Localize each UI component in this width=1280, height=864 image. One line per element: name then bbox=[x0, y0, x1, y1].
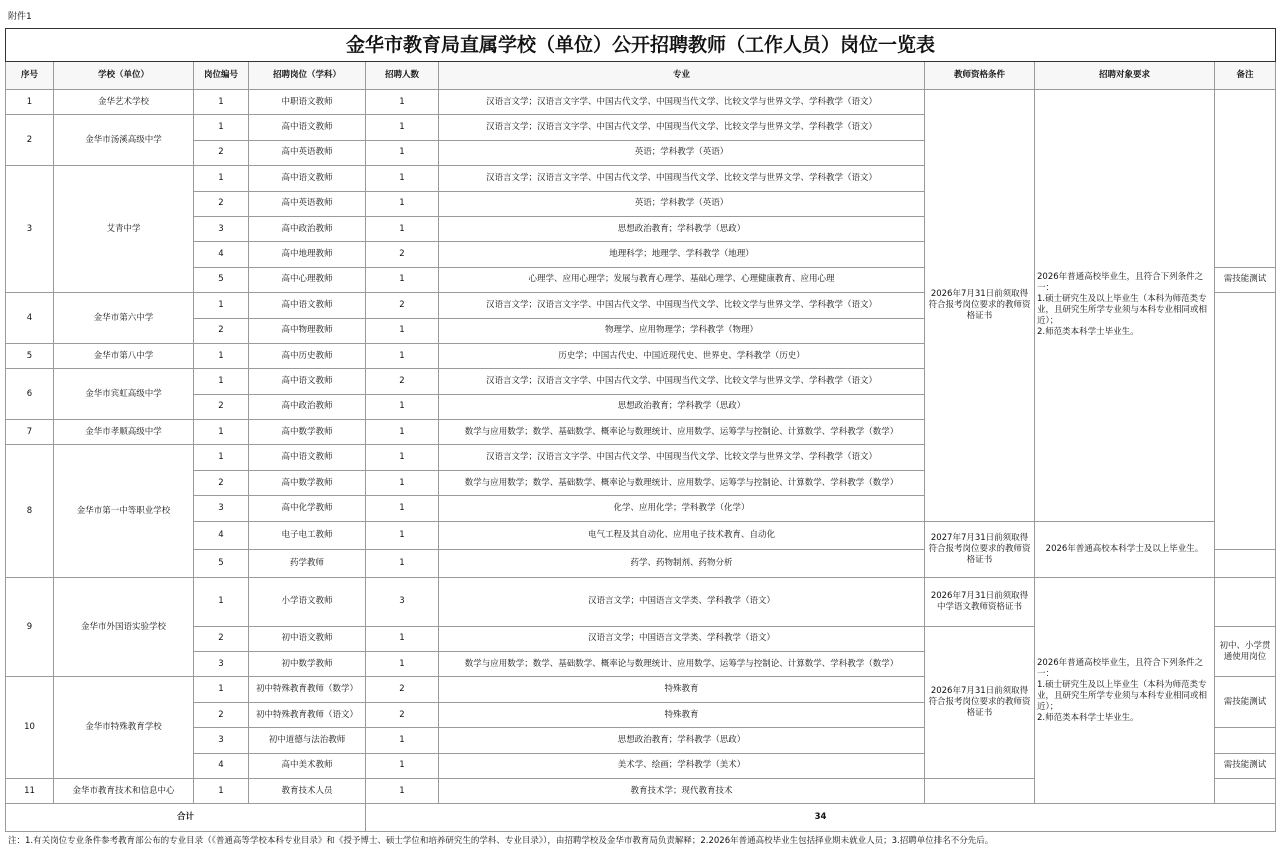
qualification-cell: 2027年7月31日前须取得符合报考岗位要求的教师资格证书 bbox=[925, 521, 1035, 577]
major-cell: 英语；学科教学（英语） bbox=[439, 191, 925, 216]
code-cell: 3 bbox=[194, 216, 249, 241]
post-cell: 药学教师 bbox=[249, 549, 366, 577]
header-school: 学校（单位） bbox=[54, 62, 194, 90]
post-cell: 高中心理教师 bbox=[249, 267, 366, 292]
code-cell: 1 bbox=[194, 90, 249, 115]
seq-cell: 1 bbox=[6, 90, 54, 115]
count-cell: 1 bbox=[366, 90, 439, 115]
seq-cell: 2 bbox=[6, 115, 54, 166]
count-cell: 1 bbox=[366, 394, 439, 419]
major-cell: 数学与应用数学；数学、基础数学、概率论与数理统计、应用数学、运筹学与控制论、计算数学、学科教学（数学） bbox=[439, 652, 925, 677]
code-cell: 3 bbox=[194, 728, 249, 753]
qualification-cell: 2026年7月31日前须取得符合报考岗位要求的教师资格证书 bbox=[925, 626, 1035, 778]
count-cell: 1 bbox=[366, 778, 439, 803]
code-cell: 2 bbox=[194, 626, 249, 651]
qualification-cell: 2026年7月31日前须取得中学语文教师资格证书 bbox=[925, 577, 1035, 626]
code-cell: 1 bbox=[194, 445, 249, 470]
code-cell: 1 bbox=[194, 420, 249, 445]
count-cell: 1 bbox=[366, 728, 439, 753]
post-cell: 高中美术教师 bbox=[249, 753, 366, 778]
major-cell: 汉语言文学；中国语言文学类、学科教学（语文） bbox=[439, 626, 925, 651]
header-qualification: 教师资格条件 bbox=[925, 62, 1035, 90]
code-cell: 2 bbox=[194, 394, 249, 419]
count-cell: 2 bbox=[366, 702, 439, 727]
page-title: 金华市教育局直属学校（单位）公开招聘教师（工作人员）岗位一览表 bbox=[6, 29, 1276, 62]
post-cell: 电子电工教师 bbox=[249, 521, 366, 549]
code-cell: 2 bbox=[194, 318, 249, 343]
qualification-cell: 2026年7月31日前须取得符合报考岗位要求的教师资格证书 bbox=[925, 90, 1035, 522]
seq-cell: 4 bbox=[6, 293, 54, 344]
count-cell: 1 bbox=[366, 115, 439, 140]
major-cell: 药学、药物制剂、药物分析 bbox=[439, 549, 925, 577]
post-cell: 高中语文教师 bbox=[249, 445, 366, 470]
footnote: 注：1.有关岗位专业条件参考教育部公布的专业目录（《普通高等学校本科专业目录》和《授予博士、硕士学位和培养研究生的学科、专业目录》），由招聘学校及金华市教育局负责解释；2.2026年普通高校毕业生包括择业期未就业人员；3.招聘单位排名不分先后。 bbox=[8, 836, 994, 846]
major-cell: 电气工程及其自动化、应用电子技术教育、自动化 bbox=[439, 521, 925, 549]
code-cell: 1 bbox=[194, 343, 249, 368]
major-cell: 汉语言文学；汉语言文字学、中国古代文学、中国现当代文学、比较文学与世界文学、学科教学（语文） bbox=[439, 369, 925, 394]
code-cell: 1 bbox=[194, 166, 249, 191]
seq-cell: 9 bbox=[6, 577, 54, 677]
header-code: 岗位编号 bbox=[194, 62, 249, 90]
header-post: 招聘岗位（学科） bbox=[249, 62, 366, 90]
count-cell: 1 bbox=[366, 652, 439, 677]
post-cell: 教育技术人员 bbox=[249, 778, 366, 803]
school-cell: 金华艺术学校 bbox=[54, 90, 194, 115]
remark-cell bbox=[1215, 293, 1276, 550]
table-row bbox=[6, 577, 1276, 626]
post-cell: 初中道德与法治教师 bbox=[249, 728, 366, 753]
annex-label: 附件1 bbox=[8, 12, 32, 22]
header-remark: 备注 bbox=[1215, 62, 1276, 90]
remark-cell: 需技能测试 bbox=[1215, 753, 1276, 778]
count-cell: 1 bbox=[366, 470, 439, 495]
post-cell: 高中语文教师 bbox=[249, 115, 366, 140]
remark-cell bbox=[1215, 778, 1276, 803]
header-count: 招聘人数 bbox=[366, 62, 439, 90]
major-cell: 数学与应用数学；数学、基础数学、概率论与数理统计、应用数学、运筹学与控制论、计算数学、学科教学（数学） bbox=[439, 420, 925, 445]
count-cell: 1 bbox=[366, 753, 439, 778]
major-cell: 汉语言文学；汉语言文字学、中国古代文学、中国现当代文学、比较文学与世界文学、学科教学（语文） bbox=[439, 90, 925, 115]
code-cell: 5 bbox=[194, 267, 249, 292]
total-value: 34 bbox=[366, 804, 1276, 832]
code-cell: 2 bbox=[194, 191, 249, 216]
major-cell: 心理学、应用心理学；发展与教育心理学、基础心理学、心理健康教育、应用心理 bbox=[439, 267, 925, 292]
code-cell: 1 bbox=[194, 293, 249, 318]
code-cell: 1 bbox=[194, 115, 249, 140]
major-cell: 物理学、应用物理学；学科教学（物理） bbox=[439, 318, 925, 343]
total-row bbox=[6, 804, 1276, 832]
header-major: 专业 bbox=[439, 62, 925, 90]
post-cell: 高中政治教师 bbox=[249, 216, 366, 241]
post-cell: 小学语文教师 bbox=[249, 577, 366, 626]
remark-cell: 需技能测试 bbox=[1215, 677, 1276, 728]
count-cell: 2 bbox=[366, 369, 439, 394]
recruitment-table bbox=[5, 28, 1276, 832]
post-cell: 高中数学教师 bbox=[249, 470, 366, 495]
header-requirement: 招聘对象要求 bbox=[1035, 62, 1215, 90]
seq-cell: 7 bbox=[6, 420, 54, 445]
post-cell: 初中语文教师 bbox=[249, 626, 366, 651]
major-cell: 教育技术学；现代教育技术 bbox=[439, 778, 925, 803]
total-label: 合计 bbox=[6, 804, 366, 832]
major-cell: 特殊教育 bbox=[439, 677, 925, 702]
count-cell: 1 bbox=[366, 445, 439, 470]
post-cell: 高中语文教师 bbox=[249, 293, 366, 318]
major-cell: 化学、应用化学；学科教学（化学） bbox=[439, 496, 925, 521]
code-cell: 1 bbox=[194, 778, 249, 803]
school-cell: 艾青中学 bbox=[54, 166, 194, 293]
major-cell: 历史学；中国古代史、中国近现代史、世界史、学科教学（历史） bbox=[439, 343, 925, 368]
qualification-cell bbox=[925, 778, 1035, 803]
major-cell: 汉语言文学；汉语言文字学、中国古代文学、中国现当代文学、比较文学与世界文学、学科教学（语文） bbox=[439, 166, 925, 191]
post-cell: 高中地理教师 bbox=[249, 242, 366, 267]
code-cell: 2 bbox=[194, 140, 249, 165]
major-cell: 特殊教育 bbox=[439, 702, 925, 727]
code-cell: 2 bbox=[194, 470, 249, 495]
count-cell: 3 bbox=[366, 577, 439, 626]
major-cell: 汉语言文学；汉语言文字学、中国古代文学、中国现当代文学、比较文学与世界文学、学科教学（语文） bbox=[439, 445, 925, 470]
major-cell: 美术学、绘画；学科教学（美术） bbox=[439, 753, 925, 778]
count-cell: 1 bbox=[366, 267, 439, 292]
major-cell: 思想政治教育；学科教学（思政） bbox=[439, 728, 925, 753]
school-cell: 金华市教育技术和信息中心 bbox=[54, 778, 194, 803]
seq-cell: 6 bbox=[6, 369, 54, 420]
code-cell: 1 bbox=[194, 577, 249, 626]
school-cell: 金华市孝顺高级中学 bbox=[54, 420, 194, 445]
code-cell: 3 bbox=[194, 652, 249, 677]
major-cell: 思想政治教育；学科教学（思政） bbox=[439, 216, 925, 241]
code-cell: 4 bbox=[194, 242, 249, 267]
count-cell: 2 bbox=[366, 242, 439, 267]
major-cell: 英语；学科教学（英语） bbox=[439, 140, 925, 165]
post-cell: 中职语文教师 bbox=[249, 90, 366, 115]
major-cell: 数学与应用数学；数学、基础数学、概率论与数理统计、应用数学、运筹学与控制论、计算数学、学科教学（数学） bbox=[439, 470, 925, 495]
requirement-cell: 2026年普通高校毕业生，且符合下列条件之一： 1.硕士研究生及以上毕业生（本科为师范类专业，且研究生所学专业须与本科专业相同或相近）； 2.师范类本科学士毕业生。 bbox=[1035, 577, 1215, 804]
school-cell: 金华市第一中等职业学校 bbox=[54, 445, 194, 577]
major-cell: 汉语言文学；中国语言文学类、学科教学（语文） bbox=[439, 577, 925, 626]
school-cell: 金华市宾虹高级中学 bbox=[54, 369, 194, 420]
table-row bbox=[6, 521, 1276, 549]
school-cell: 金华市第八中学 bbox=[54, 343, 194, 368]
post-cell: 初中数学教师 bbox=[249, 652, 366, 677]
count-cell: 2 bbox=[366, 677, 439, 702]
count-cell: 1 bbox=[366, 549, 439, 577]
school-cell: 金华市外国语实验学校 bbox=[54, 577, 194, 677]
post-cell: 高中物理教师 bbox=[249, 318, 366, 343]
count-cell: 1 bbox=[366, 496, 439, 521]
seq-cell: 5 bbox=[6, 343, 54, 368]
seq-cell: 11 bbox=[6, 778, 54, 803]
remark-cell bbox=[1215, 577, 1276, 626]
major-cell: 汉语言文学；汉语言文字学、中国古代文学、中国现当代文学、比较文学与世界文学、学科教学（语文） bbox=[439, 115, 925, 140]
count-cell: 1 bbox=[366, 318, 439, 343]
count-cell: 1 bbox=[366, 626, 439, 651]
code-cell: 3 bbox=[194, 496, 249, 521]
post-cell: 高中语文教师 bbox=[249, 166, 366, 191]
count-cell: 2 bbox=[366, 293, 439, 318]
count-cell: 1 bbox=[366, 191, 439, 216]
school-cell: 金华市特殊教育学校 bbox=[54, 677, 194, 779]
post-cell: 高中数学教师 bbox=[249, 420, 366, 445]
count-cell: 1 bbox=[366, 521, 439, 549]
header-row bbox=[6, 62, 1276, 90]
post-cell: 高中化学教师 bbox=[249, 496, 366, 521]
requirement-cell: 2026年普通高校本科学士及以上毕业生。 bbox=[1035, 521, 1215, 577]
seq-cell: 8 bbox=[6, 445, 54, 577]
school-cell: 金华市第六中学 bbox=[54, 293, 194, 344]
count-cell: 1 bbox=[366, 420, 439, 445]
code-cell: 4 bbox=[194, 753, 249, 778]
school-cell: 金华市汤溪高级中学 bbox=[54, 115, 194, 166]
post-cell: 高中历史教师 bbox=[249, 343, 366, 368]
post-cell: 高中英语教师 bbox=[249, 140, 366, 165]
remark-cell bbox=[1215, 90, 1276, 268]
header-seq: 序号 bbox=[6, 62, 54, 90]
post-cell: 初中特殊教育教师（语文） bbox=[249, 702, 366, 727]
post-cell: 高中政治教师 bbox=[249, 394, 366, 419]
remark-cell: 需技能测试 bbox=[1215, 267, 1276, 292]
post-cell: 初中特殊教育教师（数学） bbox=[249, 677, 366, 702]
count-cell: 1 bbox=[366, 216, 439, 241]
code-cell: 4 bbox=[194, 521, 249, 549]
code-cell: 5 bbox=[194, 549, 249, 577]
major-cell: 思想政治教育；学科教学（思政） bbox=[439, 394, 925, 419]
code-cell: 2 bbox=[194, 702, 249, 727]
count-cell: 1 bbox=[366, 166, 439, 191]
table-row bbox=[6, 90, 1276, 115]
code-cell: 1 bbox=[194, 369, 249, 394]
seq-cell: 10 bbox=[6, 677, 54, 779]
major-cell: 地理科学；地理学、学科教学（地理） bbox=[439, 242, 925, 267]
major-cell: 汉语言文学；汉语言文字学、中国古代文学、中国现当代文学、比较文学与世界文学、学科教学（语文） bbox=[439, 293, 925, 318]
requirement-cell: 2026年普通高校毕业生，且符合下列条件之一： 1.硕士研究生及以上毕业生（本科为师范类专业，且研究生所学专业须与本科专业相同或相近）； 2.师范类本科学士毕业生。 bbox=[1035, 90, 1215, 522]
seq-cell: 3 bbox=[6, 166, 54, 293]
post-cell: 高中英语教师 bbox=[249, 191, 366, 216]
post-cell: 高中语文教师 bbox=[249, 369, 366, 394]
remark-cell: 初中、小学贯通使用岗位 bbox=[1215, 626, 1276, 677]
remark-cell bbox=[1215, 728, 1276, 753]
code-cell: 1 bbox=[194, 677, 249, 702]
count-cell: 1 bbox=[366, 140, 439, 165]
count-cell: 1 bbox=[366, 343, 439, 368]
